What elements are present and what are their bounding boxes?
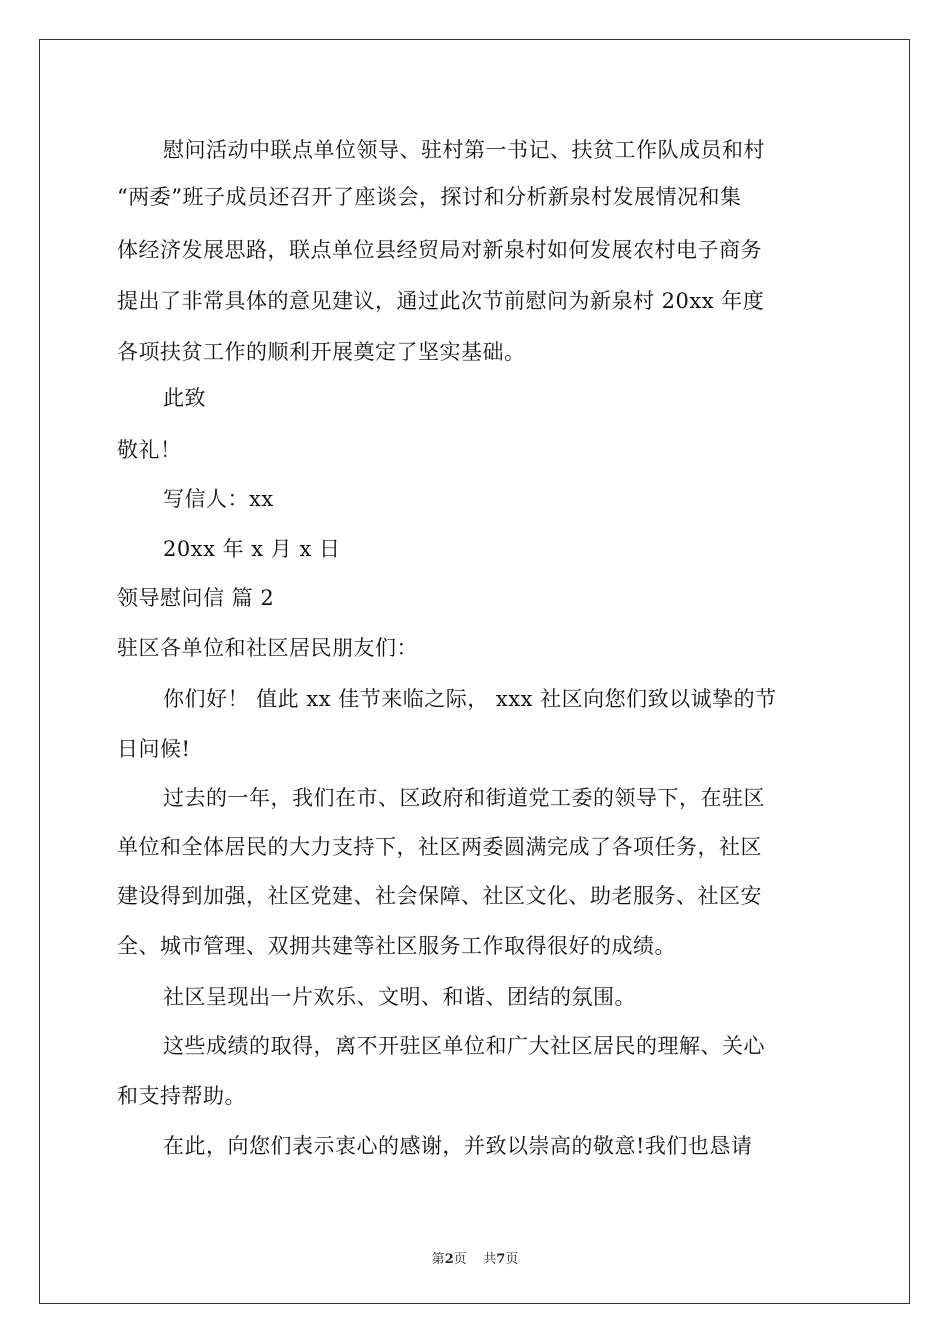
paragraph-line: 单位和全体居民的大力支持下，社区两委圆满完成了各项任务，社区 xyxy=(117,835,762,859)
footer-prefix: 第 xyxy=(431,1252,445,1267)
paragraph-line: 和支持帮助。 xyxy=(117,1084,246,1108)
paragraph-line: 全、城市管理、双拥共建等社区服务工作取得很好的成绩。 xyxy=(117,934,676,958)
paragraph-line: 各项扶贫工作的顺利开展奠定了坚实基础。 xyxy=(117,340,526,364)
signature-line: 写信人：xx xyxy=(163,487,274,511)
page-footer xyxy=(0,1248,950,1267)
closing-line: 敬礼！ xyxy=(117,438,182,462)
footer-mid: 页 共 xyxy=(453,1252,497,1267)
paragraph-line: 你们好！ 值此 xx 佳节来临之际， xxx 社区向您们致以诚挚的节 xyxy=(163,687,777,711)
paragraph-line: 这些成绩的取得，离不开驻区单位和广大社区居民的理解、关心 xyxy=(163,1034,765,1058)
paragraph-line: 日问候! xyxy=(117,737,191,761)
paragraph-line: 慰问活动中联点单位领导、驻村第一书记、扶贫工作队成员和村 xyxy=(163,138,765,162)
paragraph-line: “两委”班子成员还召开了座谈会，探讨和分析新泉村发展情况和集 xyxy=(117,185,742,209)
paragraph-line: 建设得到加强，社区党建、社会保障、社区文化、助老服务、社区安 xyxy=(117,884,762,908)
footer-suffix: 页 xyxy=(505,1252,519,1267)
salutation-line: 驻区各单位和社区居民朋友们： xyxy=(117,636,418,660)
closing-line: 此致 xyxy=(163,386,206,410)
page-border xyxy=(39,39,910,1304)
paragraph-line: 提出了非常具体的意见建议，通过此次节前慰问为新泉村 20xx 年度 xyxy=(117,289,765,313)
paragraph-line: 社区呈现出一片欢乐、文明、和谐、团结的氛围。 xyxy=(163,985,636,1009)
paragraph-line: 过去的一年，我们在市、区政府和街道党工委的领导下，在驻区 xyxy=(163,786,765,810)
paragraph-line: 体经济发展思路，联点单位县经贸局对新泉村如何发展农村电子商务 xyxy=(117,238,762,262)
current-page-number: 2 xyxy=(444,1252,454,1267)
paragraph-line: 在此，向您们表示衷心的感谢，并致以崇高的敬意!我们也恳请 xyxy=(163,1134,753,1158)
total-page-number: 7 xyxy=(496,1252,506,1267)
section-title: 领导慰问信 篇 2 xyxy=(117,586,275,610)
date-line: 20xx 年 x 月 x 日 xyxy=(163,537,341,561)
